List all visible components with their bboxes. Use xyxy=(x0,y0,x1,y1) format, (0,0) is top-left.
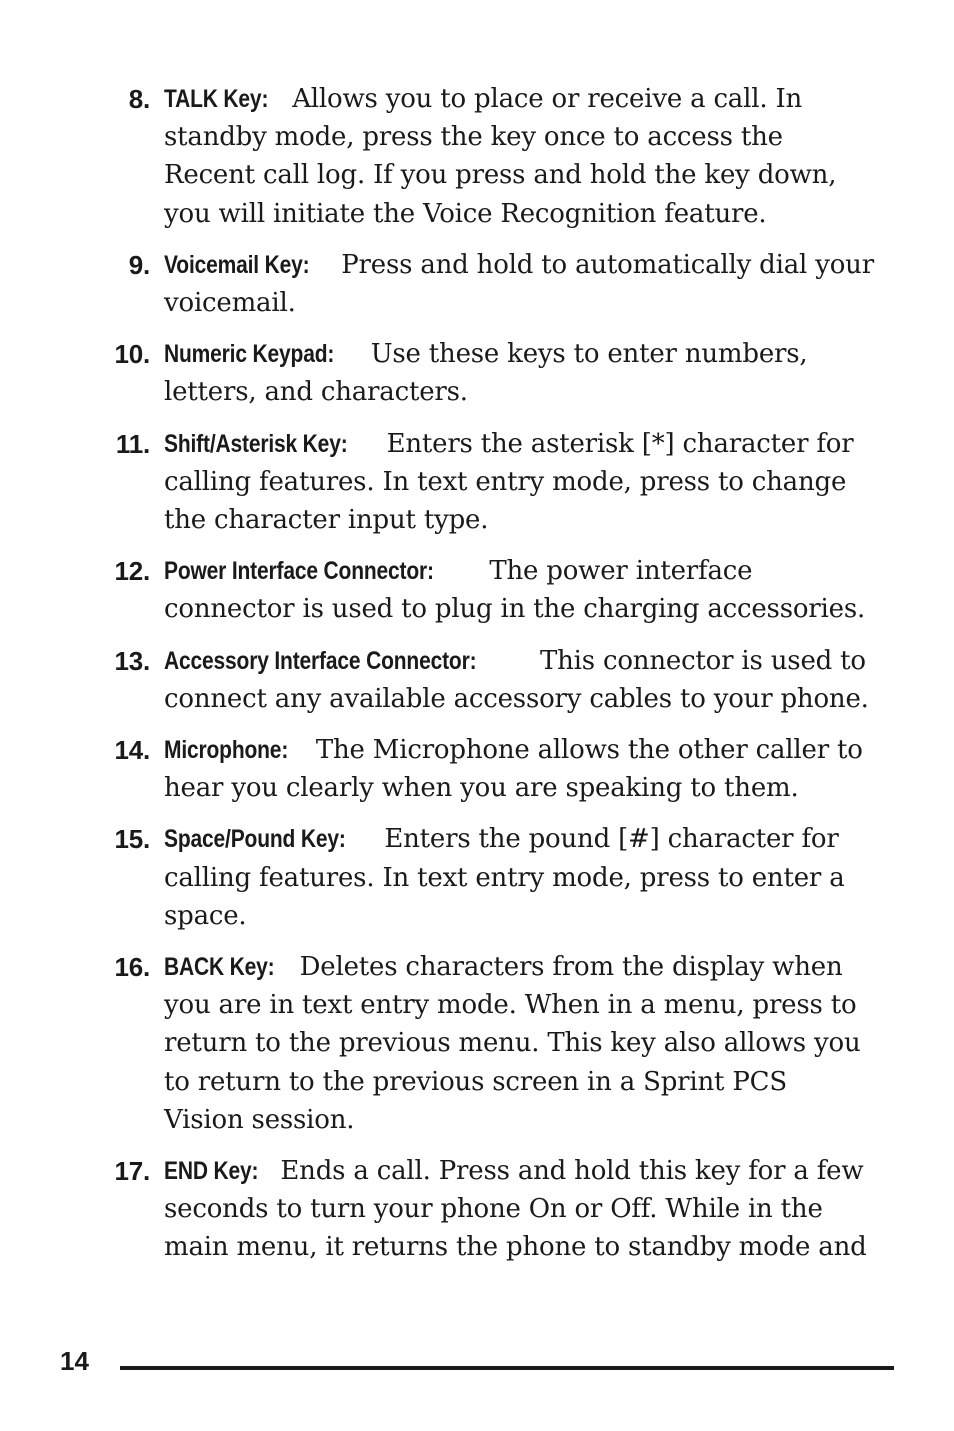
item-number: 10. xyxy=(114,339,150,370)
item-description: Deletes characters from the display when you are in text entry mode. When in a menu, press to return to the previous menu. This key also allows you to return to the previous screen in a Sprint PCS Vision session. xyxy=(164,952,861,1135)
item-term: Microphone: xyxy=(164,736,289,765)
item-term: END Key: xyxy=(164,1157,259,1186)
item-term: Voicemail Key: xyxy=(164,250,310,279)
list-item-space-pound-key xyxy=(0,820,954,935)
item-description: The power interface connector is used to plug in the charging accessories. xyxy=(164,556,866,625)
item-number: 14. xyxy=(114,735,150,766)
item-number: 17. xyxy=(114,1156,150,1187)
item-description: Ends a call. Press and hold this key for a few seconds to turn your phone On or Off. While in the main menu, it returns the phone to standby mode and xyxy=(164,1156,867,1263)
item-description: This connector is used to connect any available accessory cables to your phone. xyxy=(164,645,869,714)
item-number: 12. xyxy=(114,556,150,587)
item-term: TALK Key: xyxy=(164,85,269,113)
list-item-microphone xyxy=(0,731,954,807)
item-description: Use these keys to enter numbers, letters, and characters. xyxy=(164,339,808,408)
item-description: The Microphone allows the other caller to hear you clearly when you are speaking to them. xyxy=(164,735,863,804)
list-item-accessory-interface-connector xyxy=(0,642,954,718)
key-description-list xyxy=(0,80,954,1280)
item-number: 15. xyxy=(114,824,150,855)
item-description: Press and hold to automatically dial your voicemail. xyxy=(164,249,874,319)
item-number: 9. xyxy=(128,249,150,280)
item-term: Power Interface Connector: xyxy=(164,557,434,586)
item-number: 11. xyxy=(115,428,150,459)
list-item-voicemail-key xyxy=(0,246,954,322)
item-number: 13. xyxy=(114,645,150,676)
item-term: Accessory Interface Connector: xyxy=(164,646,477,675)
item-term: Numeric Keypad: xyxy=(164,340,335,369)
list-item-numeric-keypad xyxy=(0,335,954,411)
item-term: Space/Pound Key: xyxy=(164,825,346,854)
item-term: Shift/Asterisk Key: xyxy=(164,429,348,458)
item-number: 16. xyxy=(114,952,150,983)
item-description: Enters the pound [#] character for calling features. In text entry mode, press to enter a space. xyxy=(164,824,845,931)
item-term: BACK Key: xyxy=(164,953,275,982)
list-item-shift-asterisk-key xyxy=(0,425,954,540)
list-item-talk-key xyxy=(0,80,954,233)
list-item-power-interface-connector xyxy=(0,552,954,628)
list-item-back-key xyxy=(0,948,954,1139)
item-description: Enters the asterisk [*] character for calling features. In text entry mode, press to change the character input type. xyxy=(164,428,854,536)
list-item-end-key xyxy=(0,1152,954,1267)
item-number: 8. xyxy=(128,84,150,114)
page-number: 14 xyxy=(60,1346,89,1376)
item-description: Allows you to place or receive a call. In standby mode, press the key once to access the Recent call log. If you press and hold the key down, you will initiate the Voice Recognition feature. xyxy=(164,84,837,229)
page-footer xyxy=(60,1342,894,1382)
footer-rule xyxy=(120,1366,894,1370)
